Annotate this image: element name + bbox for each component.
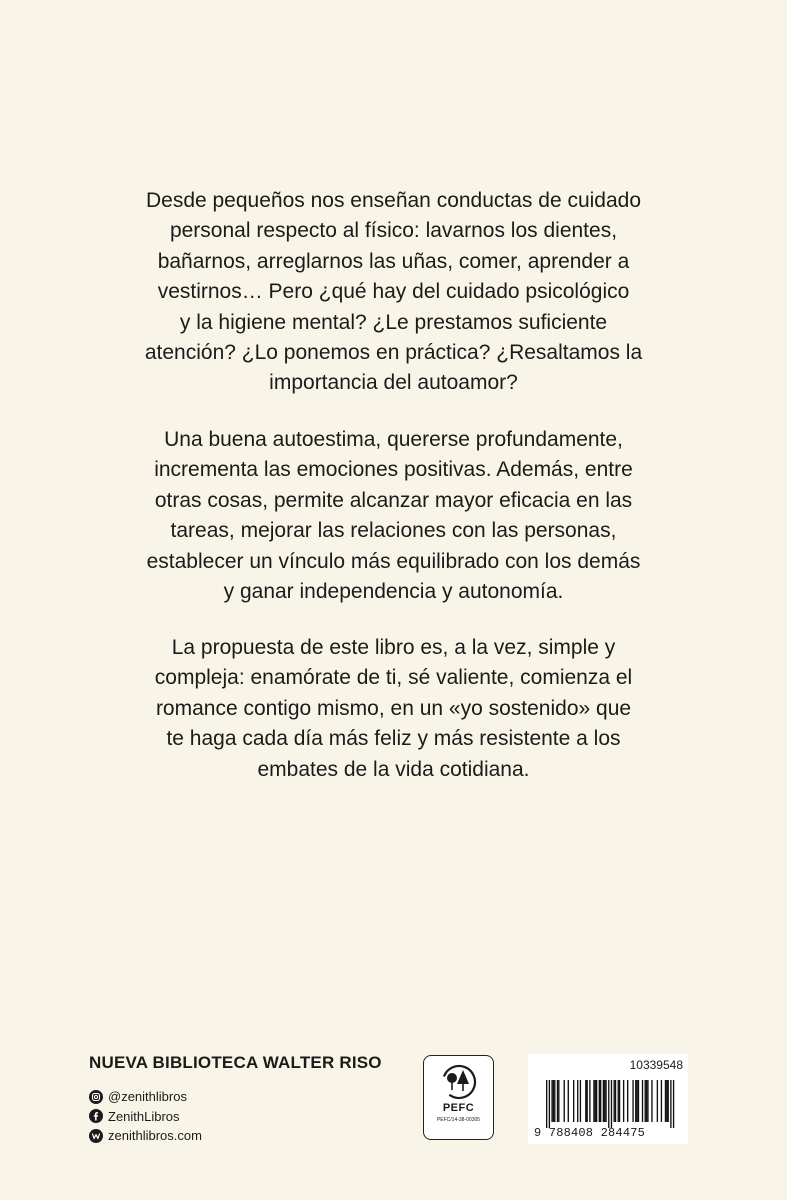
barcode [546,1080,686,1128]
barcode-bar [646,1080,647,1122]
barcode-bar [665,1080,666,1122]
barcode-bar [615,1080,616,1122]
barcode-bar [668,1080,669,1122]
barcode-bar [593,1080,594,1122]
text-line: otras cosas, permite alcanzar mayor eficacia en las [154,488,633,512]
text-line: y la higiene mental? ¿Le prestamos suficiente [179,310,608,334]
social-website-label: zenithlibros.com [108,1128,202,1144]
barcode-bar [600,1080,601,1122]
barcode-bar [568,1080,569,1122]
barcode-bar [627,1080,628,1122]
barcode-bar [585,1080,586,1122]
barcode-bar [546,1080,547,1128]
text-line: y ganar independencia y autonomía. [223,580,564,604]
barcode-bar [596,1080,597,1122]
barcode-bar [580,1080,581,1122]
pefc-code: PEFC/14-38-00305 [436,1117,481,1123]
facebook-icon [89,1109,103,1123]
barcode-bar [589,1080,590,1122]
barcode-bar [608,1080,609,1128]
social-instagram-label: @zenithlibros [108,1089,187,1105]
barcode-bar [619,1080,620,1122]
text-line: tareas, mejorar las relaciones con las personas, [170,519,617,543]
description-paragraph-2 [100,425,687,607]
instagram-icon [89,1090,103,1104]
text-line: embates de la vida cotidiana. [257,757,530,781]
description-paragraph-3 [100,633,687,785]
text-line: Desde pequeños nos enseñan conductas de cuidado [145,189,642,212]
barcode-bar [651,1080,652,1122]
text-line: te haga cada día más feliz y más resistente a los [166,727,621,751]
barcode-bar [603,1080,604,1122]
social-instagram[interactable] [89,1087,202,1107]
pefc-certification-badge [423,1055,494,1140]
barcode-bar [558,1080,559,1122]
barcode-bar [666,1080,667,1122]
text-line: compleja: enamórate de ti, sé valiente, comienza el [154,666,633,690]
barcode-bar [551,1080,552,1122]
text-line: bañarnos, arreglarnos las uñas, comer, aprender a [157,249,630,273]
barcode-bar [661,1080,662,1122]
barcode-bar [557,1080,558,1122]
social-facebook-label: ZenithLibros [108,1108,180,1124]
barcode-bar [670,1080,671,1128]
barcode-bar [611,1080,612,1128]
text-line: Una buena autoestima, quererse profundamente, [164,428,623,451]
barcode-bar [564,1080,565,1122]
barcode-bar [638,1080,639,1122]
barcode-bar [595,1080,596,1122]
text-line: incrementa las emociones positivas. Además, entre [154,458,633,482]
text-line: La propuesta de este libro es, a la vez, simple y [171,636,616,659]
barcode-bar [642,1080,643,1122]
isbn-digits: 9 788408 284475 [534,1126,646,1140]
barcode-bar [632,1080,633,1122]
pefc-trees-logo [439,1064,479,1100]
barcode-bar [635,1080,636,1122]
barcode-bar [549,1080,550,1128]
text-line: personal respecto al físico: lavarnos los dientes, [169,219,618,243]
series-title: NUEVA BIBLIOTECA WALTER RISO [89,1053,382,1072]
barcode-bar [554,1080,555,1122]
barcode-bar [605,1080,606,1122]
barcode-bar [645,1080,646,1122]
text-line: romance contigo mismo, en un «yo sostenido» que [155,696,632,720]
barcode-bar [604,1080,605,1122]
isbn-barcode-panel [528,1054,688,1144]
text-line: importancia del autoamor? [269,371,518,395]
reference-number: 10339548 [629,1058,683,1072]
web-icon [89,1129,103,1143]
text-line: atención? ¿Lo ponemos en práctica? ¿Resaltamos la [144,341,643,365]
barcode-bar [623,1080,624,1122]
barcode-bar [599,1080,600,1122]
social-facebook[interactable] [89,1107,202,1127]
description-paragraph-1 [100,186,687,399]
social-links [89,1087,202,1146]
barcode-bar [577,1080,578,1122]
social-website[interactable] [89,1126,202,1146]
text-line: establecer un vínculo más equilibrado con los demás [146,549,641,573]
barcode-bar [673,1080,674,1128]
barcode-bar [587,1080,588,1122]
barcode-bar [553,1080,554,1122]
barcode-bar [614,1080,615,1122]
barcode-bar [573,1080,574,1122]
barcode-bar [618,1080,619,1122]
barcode-bar [657,1080,658,1122]
barcode-bar [636,1080,637,1122]
text-line: vestirnos… Pero ¿qué hay del cuidado psicológico [157,280,630,304]
pefc-label: PEFC [442,1102,475,1114]
barcode-bar [647,1080,648,1122]
